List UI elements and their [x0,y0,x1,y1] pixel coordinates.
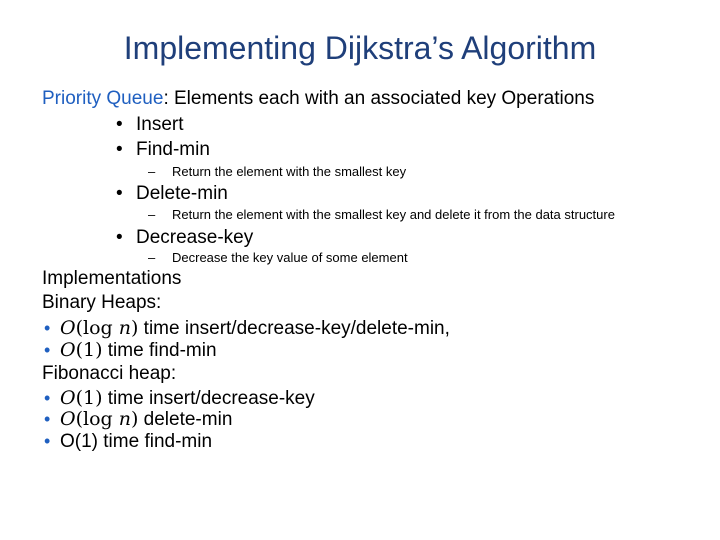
page-title: Implementing Dijkstra’s Algorithm [123,30,597,66]
op-note: Return the element with the smallest key [172,164,407,179]
bullet-icon: • [116,139,123,160]
bullet-icon: • [116,227,123,248]
item-text: time insert/decrease-key [102,388,315,409]
binary-heaps-heading: Binary Heaps: [42,292,162,313]
op-insert [116,114,184,136]
bullet-icon: • [44,318,51,338]
priority-queue-line [42,88,594,110]
item-text: O(1) time find-min [60,431,213,452]
binary-item-1 [44,317,450,340]
op-label: Delete-min [136,183,228,204]
priority-queue-label: Priority Queue [42,88,164,109]
bullet-icon: • [44,340,51,360]
op-find-min [116,139,210,161]
fib-item-1 [44,387,315,410]
op-decrease-key-note [148,250,408,266]
fib-item-2 [44,408,232,431]
op-label: Insert [136,114,184,135]
item-text: delete-min [138,409,233,430]
op-label: Decrease-key [136,227,254,248]
bullet-icon: • [44,409,51,429]
fibonacci-heap-heading: Fibonacci heap: [42,363,177,384]
fib-item-3 [44,430,212,453]
op-decrease-key [116,227,253,249]
bullet-icon: • [44,388,51,408]
priority-queue-description: : Elements each with an associated key Operations [163,88,595,109]
item-text: time insert/decrease-key/delete-min, [138,318,450,339]
bullet-icon: • [116,183,123,204]
op-label: Find-min [136,139,210,160]
op-note: Decrease the key value of some element [172,250,408,265]
bullet-icon: • [116,114,123,135]
dash-icon: – [148,250,156,265]
big-o-expression: O(log n) [60,408,139,430]
op-note: Return the element with the smallest key and delete it from the data structure [172,207,615,222]
dash-icon: – [148,164,156,179]
dash-icon: – [148,207,156,222]
big-o-expression: O(log n) [60,317,139,339]
bullet-icon: • [44,431,51,451]
op-delete-min [116,183,228,205]
implementations-heading: Implementations [42,268,182,289]
op-delete-min-note [148,207,615,223]
big-o-expression: O(1) [60,387,103,409]
binary-item-2 [44,339,217,362]
op-find-min-note [148,164,406,180]
item-text: time find-min [102,340,217,361]
big-o-expression: O(1) [60,339,103,361]
